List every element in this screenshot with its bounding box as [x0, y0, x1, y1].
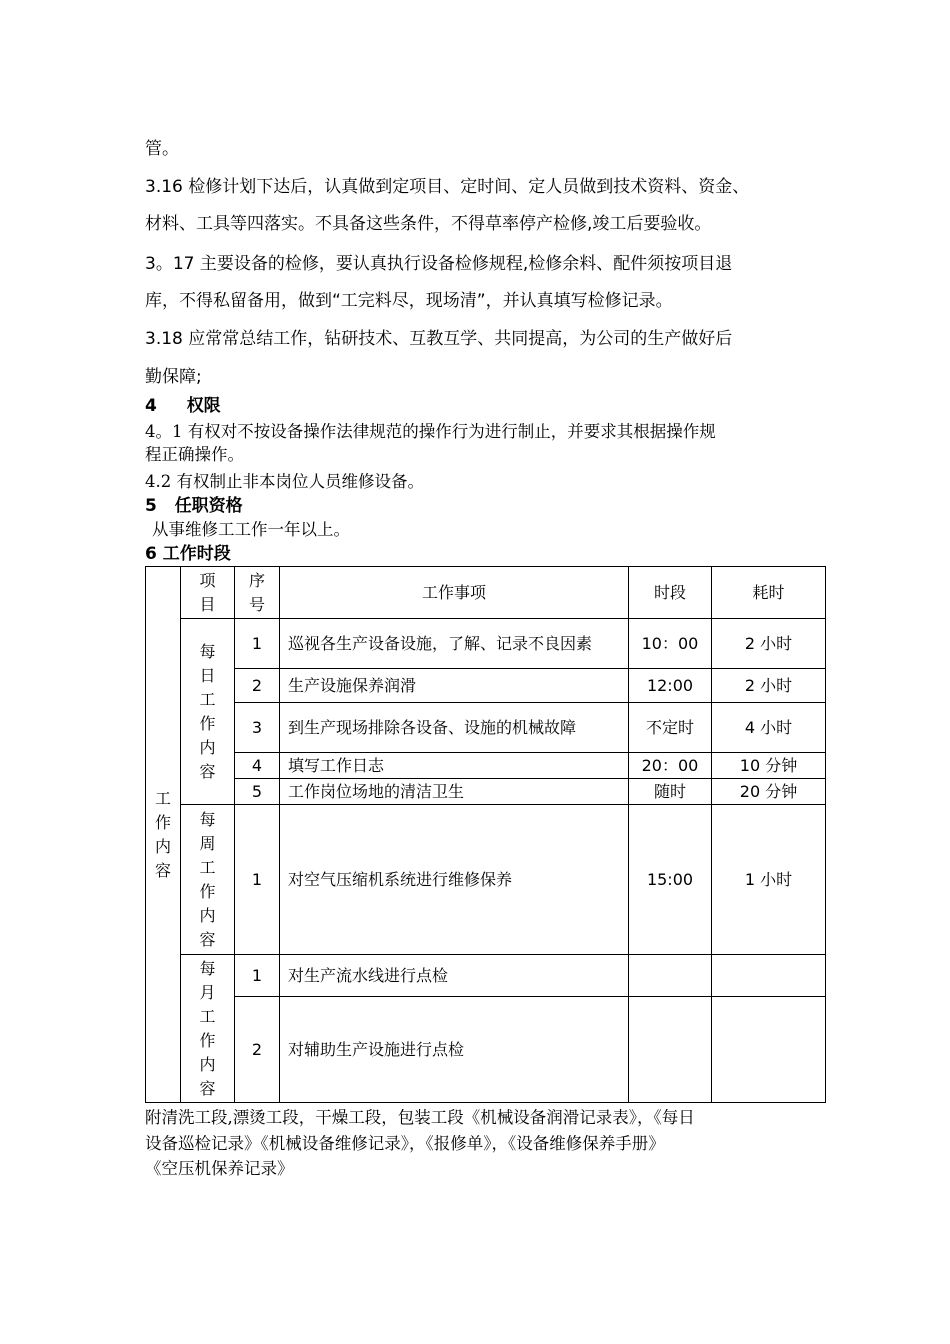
paragraph-continuation: 管。 [145, 139, 179, 159]
section-4-title: 权限 [186, 396, 221, 416]
row-task: 生产设施保养润滑 [280, 669, 629, 703]
section-4-heading [145, 394, 221, 418]
row-time: 12:00 [629, 669, 712, 703]
weekly-label-cell [181, 805, 235, 955]
row-no: 3 [235, 703, 280, 753]
row-duration: 20 分钟 [712, 779, 826, 805]
table-row [146, 805, 826, 955]
section-5-number: 5 [145, 496, 157, 516]
row-task: 对生产流水线进行点检 [280, 955, 629, 997]
section-4-item1-line1: 4。1 有权对不按设备操作法律规范的操作行为进行制止，并要求其根据操作规 [145, 422, 716, 441]
header-time: 时段 [629, 567, 712, 619]
row-task: 工作岗位场地的清洁卫生 [280, 779, 629, 805]
row-no: 4 [235, 753, 280, 779]
row-task: 对空气压缩机系统进行维修保养 [280, 805, 629, 955]
header-item: 项目 [181, 567, 235, 619]
table-row [146, 619, 826, 669]
section-5-title: 任职资格 [174, 496, 243, 516]
monthly-label: 每月工作内容 [199, 958, 216, 1098]
row-time: 不定时 [629, 703, 712, 753]
paragraph-3-17-line1: 3。17 主要设备的检修，要认真执行设备检修规程,检修余料、配件须按项目退 [145, 254, 733, 274]
appendix-line2: 设备巡检记录》《机械设备维修记录》，《报修单》，《设备维修保养手册》 [145, 1134, 665, 1153]
section-6-heading: 6 工作时段 [145, 544, 231, 564]
section-4-item1-line2: 程正确操作。 [145, 445, 244, 464]
header-no: 序号 [235, 567, 280, 619]
section-4-item2: 4.2 有权制止非本岗位人员维修设备。 [145, 472, 424, 491]
row-time [629, 955, 712, 997]
section-5-heading [145, 494, 243, 518]
section-4-number: 4 [145, 396, 157, 416]
table-row [146, 753, 826, 779]
row-duration [712, 955, 826, 997]
table-header-row [146, 567, 826, 619]
row-task: 到生产现场排除各设备、设施的机械故障 [280, 703, 629, 753]
row-time: 20：00 [629, 753, 712, 779]
daily-label-cell [181, 619, 235, 805]
row-task: 填写工作日志 [280, 753, 629, 779]
row-no: 1 [235, 955, 280, 997]
table-row [146, 669, 826, 703]
row-no: 1 [235, 619, 280, 669]
table-row [146, 703, 826, 753]
row-no: 2 [235, 997, 280, 1103]
row-duration: 10 分钟 [712, 753, 826, 779]
row-task: 巡视各生产设备设施，了解、记录不良因素 [280, 619, 629, 669]
row-duration: 1 小时 [712, 805, 826, 955]
row-time: 随时 [629, 779, 712, 805]
row-duration [712, 997, 826, 1103]
row-time: 10：00 [629, 619, 712, 669]
work-schedule-table [145, 566, 826, 1103]
row-time [629, 997, 712, 1103]
paragraph-3-16-line2: 材料、工具等四落实。不具备这些条件，不得草率停产检修,竣工后要验收。 [145, 214, 712, 234]
paragraph-3-18-line2: 勤保障; [145, 367, 202, 387]
header-duration: 耗时 [712, 567, 826, 619]
daily-label: 每日工作内容 [199, 641, 216, 781]
row-duration: 2 小时 [712, 669, 826, 703]
table-row [146, 779, 826, 805]
row-time: 15:00 [629, 805, 712, 955]
row-no: 5 [235, 779, 280, 805]
section-5-content: 从事维修工工作一年以上。 [152, 520, 350, 539]
paragraph-3-18-line1: 3.18 应常常总结工作，钻研技术、互教互学、共同提高，为公司的生产做好后 [145, 329, 733, 349]
weekly-label: 每周工作内容 [199, 809, 216, 949]
row-duration: 4 小时 [712, 703, 826, 753]
outer-label: 工作内容 [154, 788, 171, 880]
row-duration: 2 小时 [712, 619, 826, 669]
paragraph-3-16-line1: 3.16 检修计划下达后，认真做到定项目、定时间、定人员做到技术资料、资金、 [145, 177, 750, 197]
paragraph-3-17-line2: 库，不得私留备用，做到“工完料尽，现场清”，并认真填写检修记录。 [145, 291, 673, 311]
row-no: 2 [235, 669, 280, 703]
appendix-line3: 《空压机保养记录》 [145, 1159, 294, 1178]
table-row [146, 955, 826, 997]
row-task: 对辅助生产设施进行点检 [280, 997, 629, 1103]
header-task: 工作事项 [280, 567, 629, 619]
appendix-line1: 附清洗工段,漂烫工段，干燥工段，包装工段《机械设备润滑记录表》，《每日 [145, 1108, 695, 1127]
outer-label-cell [146, 567, 181, 1103]
table-row [146, 997, 826, 1103]
monthly-label-cell [181, 955, 235, 1103]
row-no: 1 [235, 805, 280, 955]
